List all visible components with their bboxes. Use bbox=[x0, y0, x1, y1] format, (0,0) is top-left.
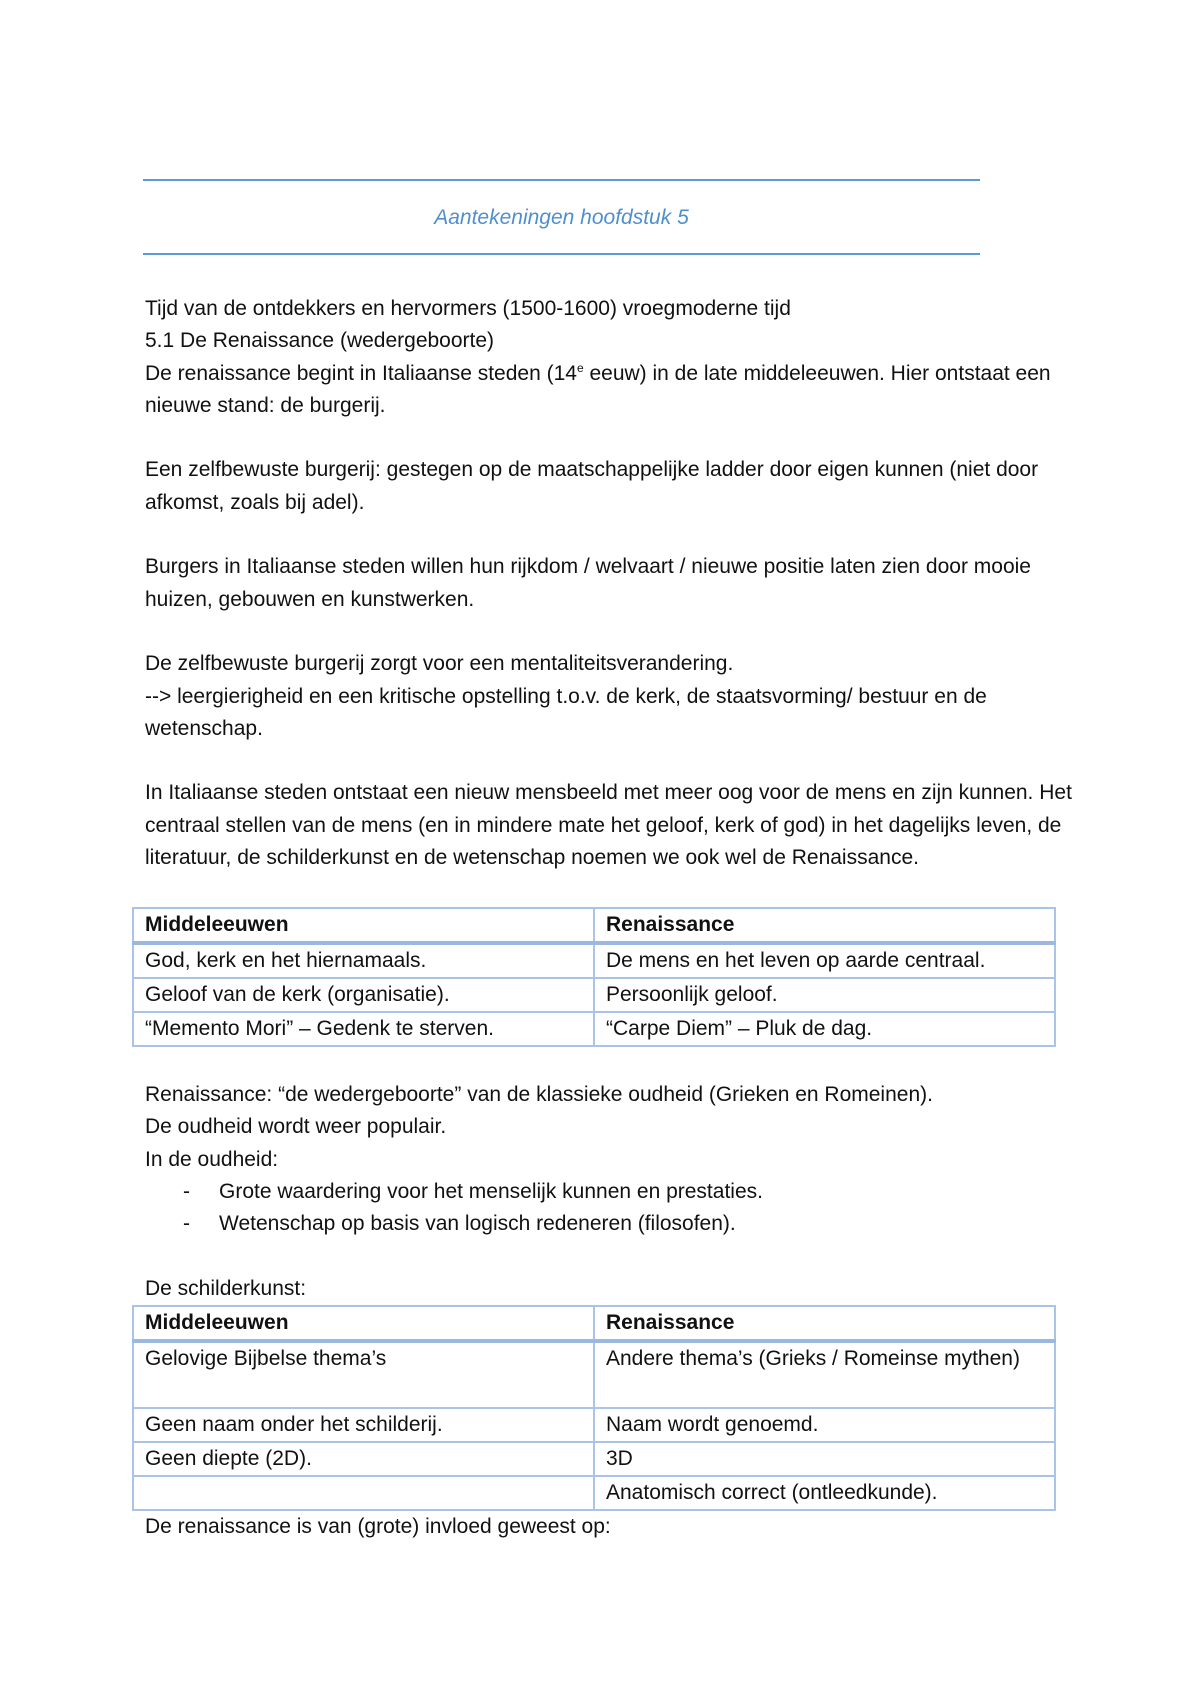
paragraph-wedergeboorte: Renaissance: “de wedergeboorte” van de klassieke oudheid (Grieken en Romeinen). bbox=[145, 1082, 933, 1106]
list-item: - Grote waardering voor het menselijk kunnen en prestaties. bbox=[183, 1176, 1075, 1208]
title-rule-top bbox=[143, 179, 980, 181]
section-heading: 5.1 De Renaissance (wedergeboorte) bbox=[145, 329, 495, 353]
table-cell: 3D bbox=[594, 1442, 1055, 1476]
table-caption: De schilderkunst: bbox=[145, 1276, 307, 1300]
oudheid-list bbox=[145, 1176, 1075, 1241]
table-cell: God, kerk en het hiernamaals. bbox=[133, 943, 594, 978]
table-row bbox=[133, 1341, 1055, 1408]
table-cell: Persoonlijk geloof. bbox=[594, 978, 1055, 1012]
table-cell: “Carpe Diem” – Pluk de dag. bbox=[594, 1012, 1055, 1046]
document-body bbox=[145, 293, 1075, 1543]
comparison-table-1 bbox=[132, 907, 1056, 1047]
comparison-table-2 bbox=[132, 1305, 1056, 1511]
table-cell: Anatomisch correct (ontleedkunde). bbox=[594, 1476, 1055, 1510]
table-row bbox=[133, 978, 1055, 1012]
paragraph-leergierigheid: --> leergierigheid en een kritische opstelling t.o.v. de kerk, de staatsvorming/ bestuur en de wetenschap. bbox=[145, 684, 987, 740]
paragraph-text: eeuw) in de late middeleeuwen. Hier ontstaat een nieuwe stand: de burgerij. bbox=[145, 361, 1051, 417]
table-header-cell: Middeleeuwen bbox=[133, 1306, 594, 1341]
table-cell: Andere thema’s (Grieks / Romeinse mythen) bbox=[594, 1341, 1055, 1408]
paragraph-oudheid-populair: De oudheid wordt weer populair. bbox=[145, 1115, 447, 1139]
table-header-cell: Renaissance bbox=[594, 908, 1055, 943]
paragraph-burgers: Burgers in Italiaanse steden willen hun rijkdom / welvaart / nieuwe positie laten zien door mooie huizen, gebouwen en kunstwerken. bbox=[145, 555, 1031, 611]
paragraph-mentaliteit: De zelfbewuste burgerij zorgt voor een mentaliteitsverandering. bbox=[145, 652, 734, 676]
superscript: e bbox=[576, 360, 584, 375]
table-cell: Gelovige Bijbelse thema’s bbox=[133, 1341, 594, 1408]
table-cell: Geen diepte (2D). bbox=[133, 1442, 594, 1476]
table-row bbox=[133, 943, 1055, 978]
paragraph-burgerij: Een zelfbewuste burgerij: gestegen op de maatschappelijke ladder door eigen kunnen (niet door afkomst, zoals bij adel). bbox=[145, 458, 1039, 514]
table-header-cell: Renaissance bbox=[594, 1306, 1055, 1341]
paragraph-renaissance-start bbox=[145, 358, 1075, 423]
table-cell: Geloof van de kerk (organisatie). bbox=[133, 978, 594, 1012]
document-title: Aantekeningen hoofdstuk 5 bbox=[434, 206, 689, 229]
table-cell: “Memento Mori” – Gedenk te sterven. bbox=[133, 1012, 594, 1046]
paragraph-text: De renaissance begint in Italiaanse steden (14 bbox=[145, 361, 577, 385]
intro-line: Tijd van de ontdekkers en hervormers (1500-1600) vroegmoderne tijd bbox=[145, 297, 791, 320]
paragraph-in-de-oudheid: In de oudheid: bbox=[145, 1147, 279, 1171]
table-row bbox=[133, 1442, 1055, 1476]
table-header-row bbox=[133, 908, 1055, 943]
table-row bbox=[133, 1476, 1055, 1510]
table-header-row bbox=[133, 1306, 1055, 1341]
closing-line: De renaissance is van (grote) invloed geweest op: bbox=[145, 1515, 611, 1539]
table-cell: De mens en het leven op aarde centraal. bbox=[594, 943, 1055, 978]
paragraph-mensbeeld: In Italiaanse steden ontstaat een nieuw mensbeeld met meer oog voor de mens en zijn kunnen. Het centraal stellen van de mens (en in mindere mate het geloof, kerk of god) in het dagelijks leven, de literatuur, de schilderkunst en de wetenschap noemen we ook wel de Renaissance. bbox=[145, 781, 1072, 870]
title-rule-bottom bbox=[143, 253, 980, 255]
table-header-cell: Middeleeuwen bbox=[133, 908, 594, 943]
table-cell: Naam wordt genoemd. bbox=[594, 1408, 1055, 1442]
list-item: - Wetenschap op basis van logisch redeneren (filosofen). bbox=[183, 1208, 1075, 1240]
table-row bbox=[133, 1012, 1055, 1046]
table-cell bbox=[133, 1476, 594, 1510]
table-cell: Geen naam onder het schilderij. bbox=[133, 1408, 594, 1442]
table-row bbox=[133, 1408, 1055, 1442]
